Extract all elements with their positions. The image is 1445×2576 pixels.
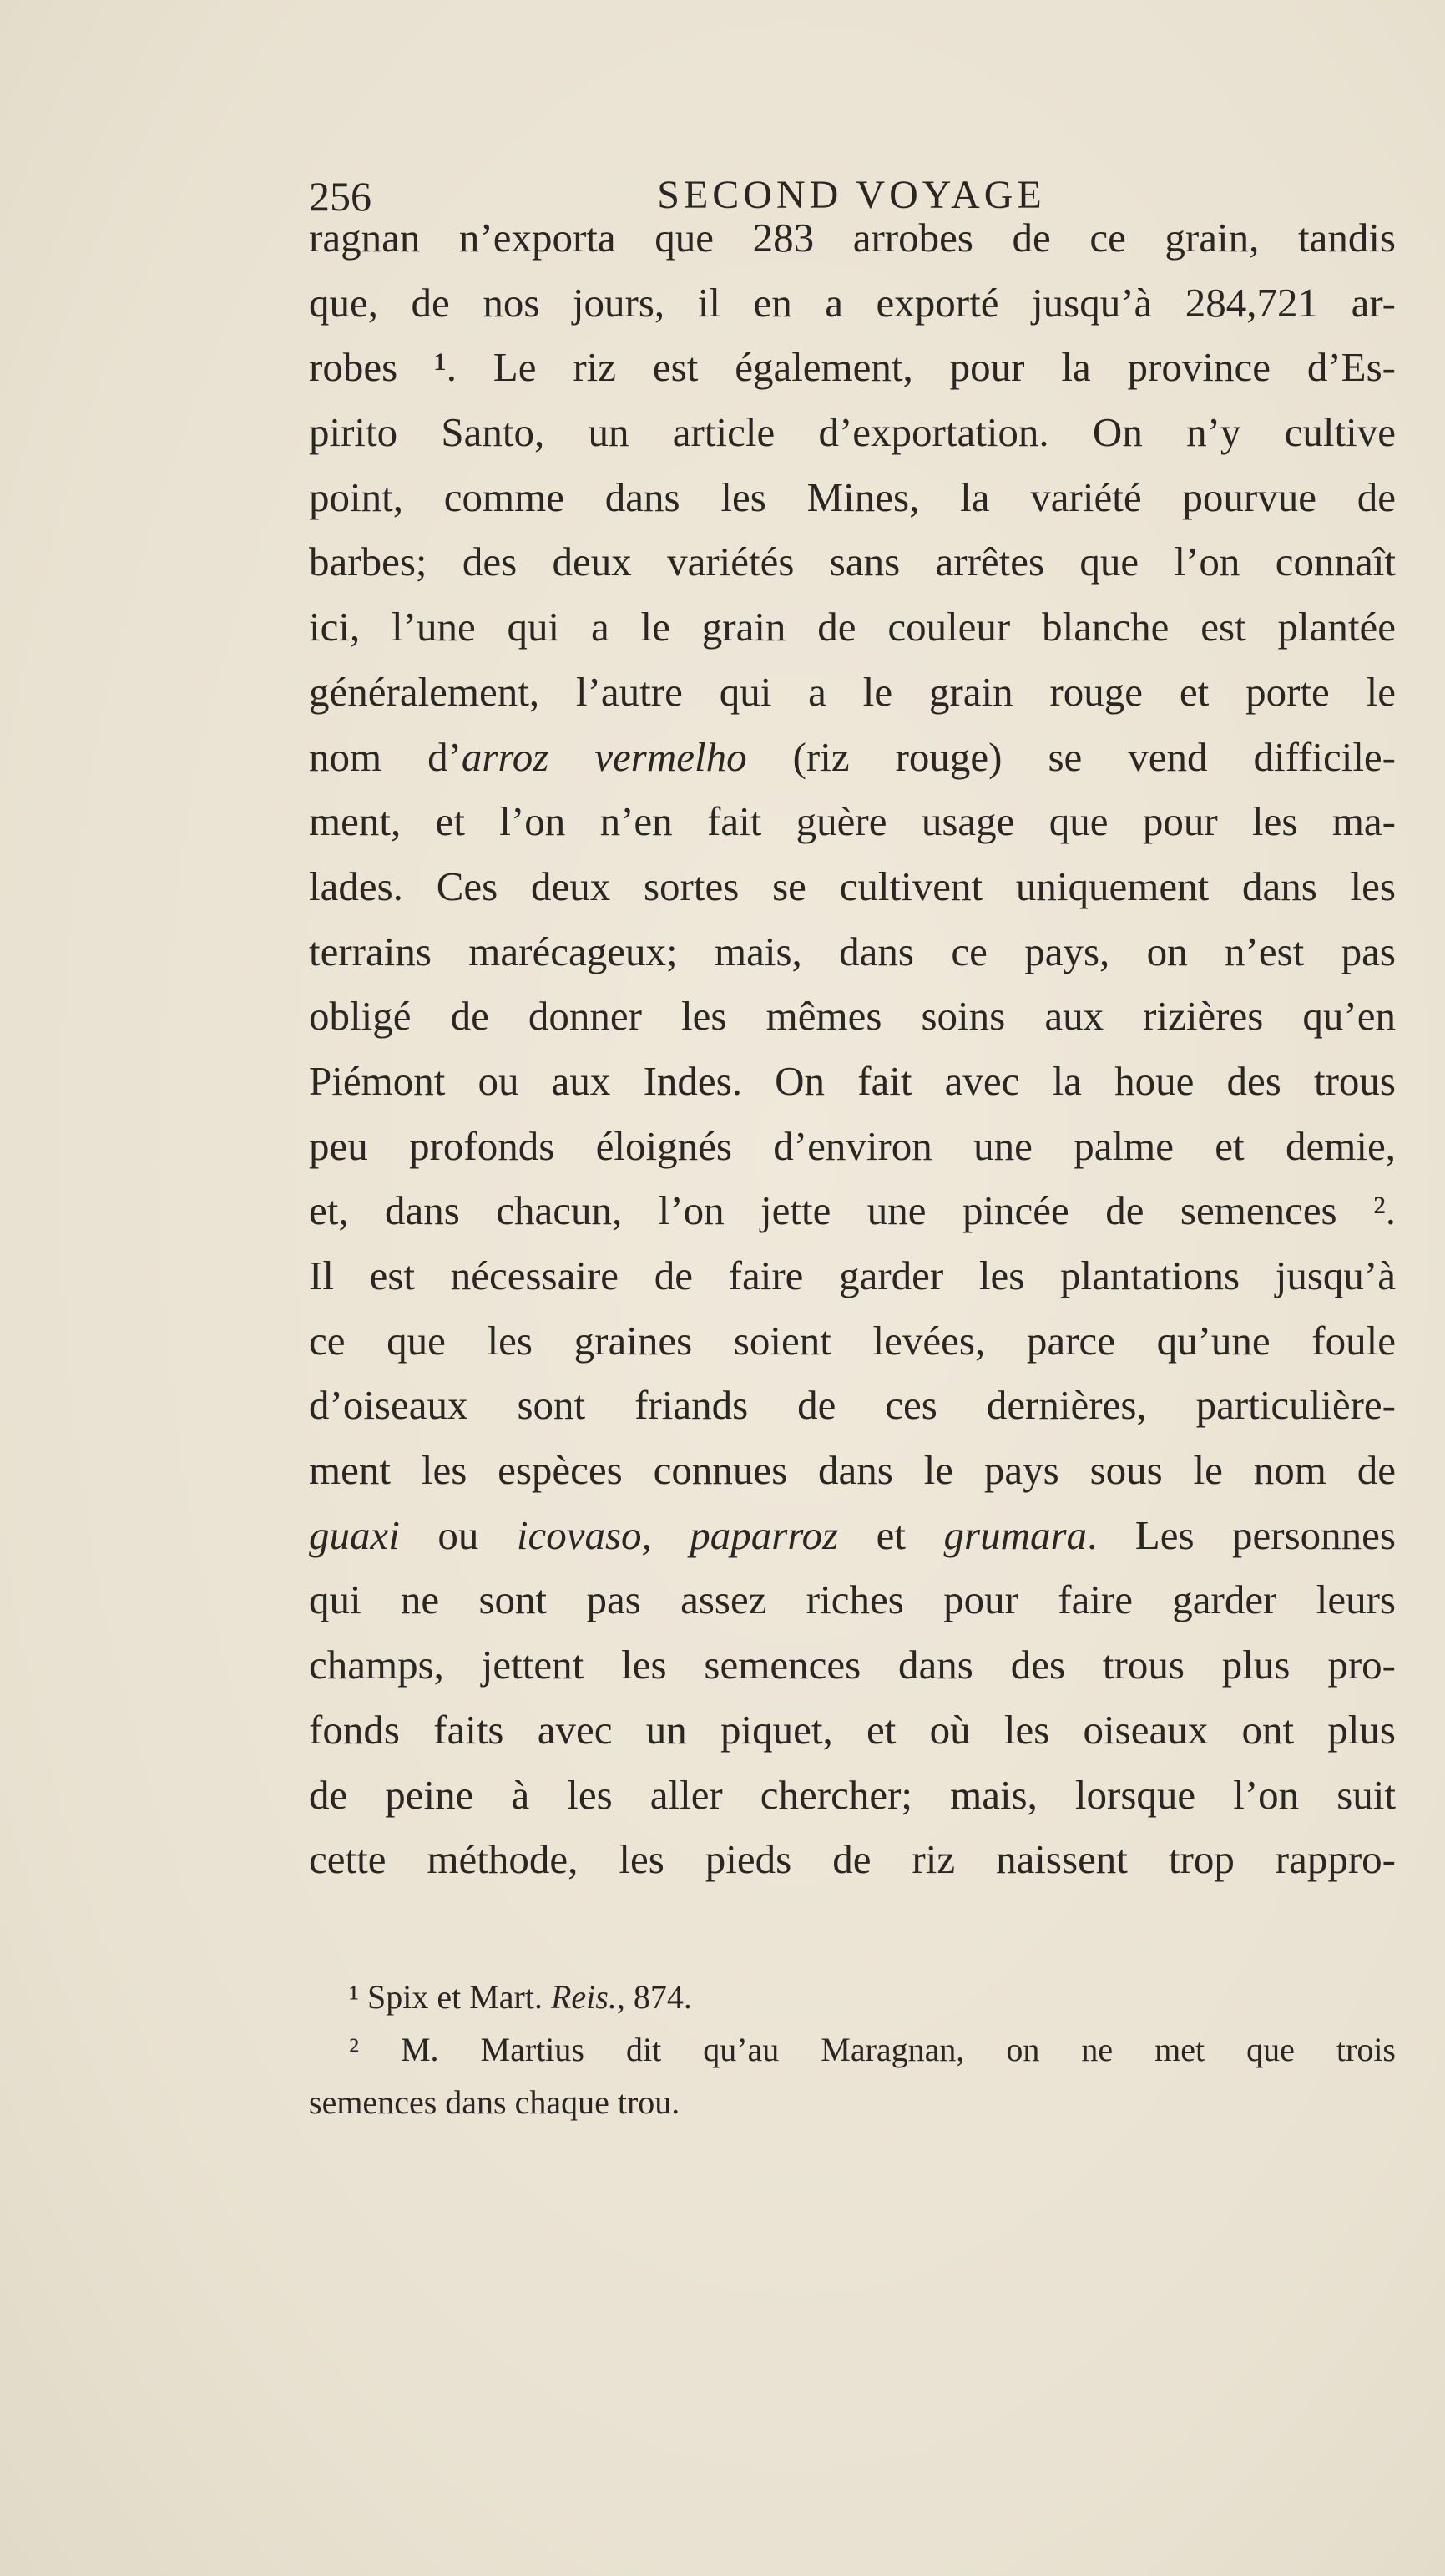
text-line <box>309 1503 1396 1568</box>
text-line <box>309 1308 1396 1374</box>
footnote-line <box>309 2076 1396 2128</box>
text-segment: d’oiseaux sont friands de ces dernières, particulière- <box>309 1382 1396 1429</box>
text-segment: de peine à les aller chercher; mais, lorsque l’on suit <box>309 1771 1396 1818</box>
footnote-line <box>309 2023 1396 2076</box>
italic-text: Reis. <box>550 1978 617 2016</box>
text-line <box>309 1763 1396 1828</box>
italic-text: grumara <box>943 1511 1088 1558</box>
text-segment: lades. Ces deux sortes se cultivent uniquement dans les <box>309 863 1396 909</box>
text-line <box>309 789 1396 854</box>
text-segment: ment les espèces connues dans le pays sous le nom de <box>309 1447 1396 1494</box>
text-line <box>309 595 1396 660</box>
text-line <box>309 1698 1396 1763</box>
text-segment: semences dans chaque trou. <box>309 2083 680 2121</box>
text-line <box>309 660 1396 725</box>
footnotes <box>309 1971 1396 2128</box>
page-number: 256 <box>309 173 371 220</box>
text-line <box>309 1632 1396 1698</box>
text-line <box>309 1567 1396 1632</box>
text-segment: champs, jettent les semences dans des trous plus pro- <box>309 1642 1396 1688</box>
text-segment: obligé de donner les mêmes soins aux rizières qu’en <box>309 993 1396 1040</box>
text-line <box>309 1373 1396 1438</box>
text-segment: . Les personnes <box>1087 1511 1396 1558</box>
text-line <box>309 984 1396 1049</box>
text-segment: peu profonds éloignés d’environ une palme et demie, <box>309 1122 1396 1169</box>
text-line <box>309 1438 1396 1503</box>
text-segment: barbes; des deux variétés sans arrêtes que l’on connaît <box>309 539 1396 585</box>
text-segment: nom d’ <box>309 733 462 780</box>
text-line <box>309 205 1396 271</box>
text-segment: Il est nécessaire de faire garder les plantations jusqu’à <box>309 1253 1396 1298</box>
text-line <box>309 919 1396 984</box>
text-line <box>309 1243 1396 1308</box>
text-segment: ici, l’une qui a le grain de couleur blanche est plantée <box>309 604 1396 650</box>
text-segment: (riz rouge) se vend difficile- <box>746 733 1396 780</box>
text-line <box>309 335 1396 400</box>
text-segment: cette méthode, les pieds de riz naissent trop rappro- <box>309 1836 1396 1883</box>
text-line <box>309 1827 1396 1892</box>
text-segment: point, comme dans les Mines, la variété pourvue de <box>309 473 1396 520</box>
text-segment: pirito Santo, un article d’exportation. On n’y cultive <box>309 409 1396 456</box>
text-line <box>309 854 1396 919</box>
text-segment: généralement, l’autre qui a le grain rouge et porte le <box>309 668 1396 715</box>
italic-text: arroz vermelho <box>461 733 747 780</box>
text-line <box>309 1178 1396 1243</box>
body-text <box>309 205 1396 1892</box>
text-segment: terrains marécageux; mais, dans ce pays, on n’est pas <box>309 928 1396 974</box>
text-segment: et, dans chacun, l’on jette une pincée de semences ². <box>309 1187 1396 1234</box>
running-title: SECOND VOYAGE <box>657 173 1046 217</box>
text-segment: ¹ Spix et Mart. <box>349 1978 551 2016</box>
text-segment: ce que les graines soient levées, parce qu’une foule <box>309 1317 1396 1364</box>
text-segment: ou <box>399 1511 517 1558</box>
text-segment: ragnan n’exporta que 283 arrobes de ce grain, tandis <box>309 215 1396 261</box>
text-segment: Piémont ou aux Indes. On fait avec la houe des trous <box>309 1057 1396 1104</box>
italic-text: guaxi <box>309 1511 400 1558</box>
text-segment: qui ne sont pas assez riches pour faire garder leurs <box>309 1576 1396 1623</box>
text-segment: que, de nos jours, il en a exporté jusqu’à 284,721 ar- <box>309 279 1396 326</box>
text-line <box>309 1049 1396 1114</box>
text-line <box>309 1114 1396 1179</box>
text-segment: ment, et l’on n’en fait guère usage que pour les ma- <box>309 798 1396 845</box>
text-line <box>309 725 1396 790</box>
text-segment: , 874. <box>616 1978 692 2016</box>
text-segment: ² M. Martius dit qu’au Maragnan, on ne met que trois <box>349 2031 1396 2068</box>
text-line <box>309 271 1396 336</box>
italic-text: icovaso, paparroz <box>516 1511 839 1558</box>
text-line <box>309 465 1396 530</box>
text-line <box>309 529 1396 595</box>
text-segment: et <box>838 1511 944 1558</box>
text-segment: fonds faits avec un piquet, et où les oiseaux ont plus <box>309 1706 1396 1753</box>
footnote-line <box>309 1971 1396 2023</box>
text-line <box>309 400 1396 465</box>
text-segment: robes ¹. Le riz est également, pour la province d’Es- <box>309 344 1396 391</box>
